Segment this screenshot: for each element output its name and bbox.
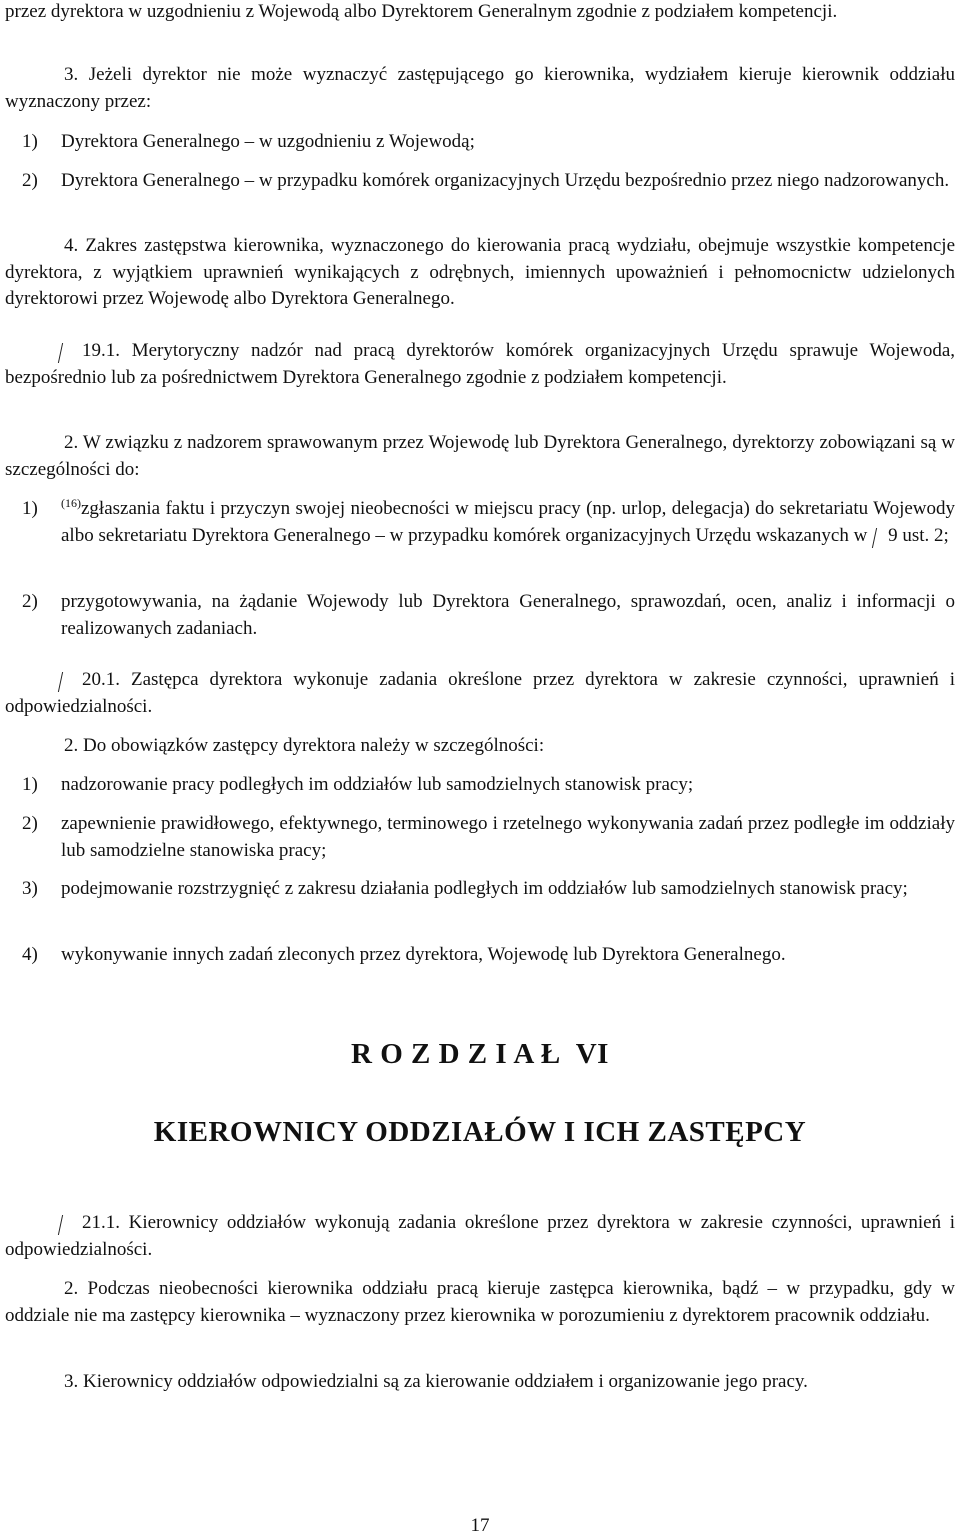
list-item-text: przygotowywania, na żądanie Wojewody lub Dyrektora Generalnego, sprawozdań, ocen, analiz i informacji o realizowanych zadaniach. xyxy=(61,591,955,639)
paragraph-3: 3. Jeżeli dyrektor nie może wyznaczyć zastępującego go kierownika, wydziałem kieruje kierownik oddziału wyznaczony przez: xyxy=(5,64,955,112)
section-19-paragraph-1 xyxy=(5,338,955,391)
list-item-text: Dyrektora Generalnego – w uzgodnieniu z Wojewodą; xyxy=(61,131,475,152)
list-item-number: 2) xyxy=(22,813,38,834)
paragraph-4: 4. Zakres zastępstwa kierownika, wyznaczonego do kierowania pracą wydziału, obejmuje wszystkie kompetencje dyrektora, z wyjątkiem uprawnień wynikających z odrębnych, imiennych upoważnień i pełnomocnictw udzielonych dyrektorowi przez Wojewodę albo Dyrektora Generalnego. xyxy=(5,235,955,309)
section-21-paragraph-1 xyxy=(5,1210,955,1263)
list-item-text: wykonywanie innych zadań zleconych przez dyrektora, Wojewodę lub Dyrektora Generalnego. xyxy=(61,944,786,965)
list-item xyxy=(22,876,955,903)
list-item xyxy=(22,942,955,969)
list-item-text: podejmowanie rozstrzygnięć z zakresu działania podległych im oddziałów lub samodzielnych stanowisk pracy; xyxy=(61,878,908,899)
chapter-title: KIEROWNICY ODDZIAŁÓW I ICH ZASTĘPCY xyxy=(153,1116,807,1148)
section-21-paragraph-2: 2. Podczas nieobecności kierownika oddziału pracą kieruje zastępca kierownika, bądź – w przypadku, gdy w oddziale nie ma zastępcy kierownika – wyznaczony przez kierownika w porozumieniu z dyrektorem pracownik oddziału. xyxy=(5,1278,955,1326)
section-number: 20.1. xyxy=(82,669,120,690)
section-number: 21.1. xyxy=(82,1212,120,1233)
list-item-number: 3) xyxy=(22,878,38,899)
list-item-number: 1) xyxy=(22,498,38,519)
list-item-text-part: zgłaszania faktu i przyczyn swojej nieobecności w miejscu pracy (np. urlop, delegacja) do sekretariatu Wojewody albo sekretariatu Dyrektora Generalnego – w przypadku komórek organizacyjnych Urzędu wskazanych w xyxy=(61,498,955,546)
list-item xyxy=(22,168,955,195)
list-item-text-part: 9 ust. 2; xyxy=(888,524,949,546)
paragraph-text: Merytoryczny nadzór nad pracą dyrektorów komórek organizacyjnych Urzędu sprawuje Wojewoda, bezpośrednio lub za pośrednictwem Dyrektora Generalnego zgodnie z podziałem kompetencji. xyxy=(5,340,956,388)
footnote-reference: (16) xyxy=(61,496,81,510)
section-20-paragraph-2: 2. Do obowiązków zastępcy dyrektora należy w szczególności: xyxy=(64,735,545,756)
list-item-number: 2) xyxy=(22,591,38,612)
list-item-number: 4) xyxy=(22,944,38,965)
list-item xyxy=(22,129,955,156)
page-number: 17 xyxy=(470,1515,490,1536)
list-item-number: 1) xyxy=(22,131,38,152)
paragraph-text: Zastępca dyrektora wykonuje zadania określone przez dyrektora w zakresie czynności, uprawnień i odpowiedzialności. xyxy=(5,669,955,717)
list-item-text: nadzorowanie pracy podległych im oddziałów lub samodzielnych stanowisk pracy; xyxy=(61,774,694,795)
list-item-number: 2) xyxy=(22,170,38,191)
section-21-paragraph-3: 3. Kierownicy oddziałów odpowiedzialni są za kierowanie oddziałem i organizowanie jego pracy. xyxy=(64,1371,808,1392)
section-20-paragraph-1 xyxy=(5,667,955,720)
section-19-paragraph-2: 2. W związku z nadzorem sprawowanym przez Wojewodę lub Dyrektora Generalnego, dyrektorzy zobowiązani są w szczególności do: xyxy=(5,432,955,480)
list-item xyxy=(22,496,955,549)
list-item xyxy=(22,589,955,642)
list-item-text: Dyrektora Generalnego – w przypadku komórek organizacyjnych Urzędu bezpośrednio przez niego nadzorowanych. xyxy=(61,170,950,191)
list-item xyxy=(22,772,955,799)
paragraph-continuation: przez dyrektora w uzgodnieniu z Wojewodą albo Dyrektorem Generalnym zgodnie z podziałem kompetencji. xyxy=(5,1,838,22)
list-item-text xyxy=(61,496,955,549)
paragraph-text: Kierownicy oddziałów wykonują zadania określone przez dyrektora w zakresie czynności, uprawnień i odpowiedzialności. xyxy=(5,1212,955,1260)
list-item-text: zapewnienie prawidłowego, efektywnego, terminowego i rzetelnego wykonywania zadań przez podległe im oddziały lub samodzielne stanowiska pracy; xyxy=(61,813,955,861)
list-item xyxy=(22,811,955,864)
section-number: 19.1. xyxy=(82,340,120,361)
chapter-number: R O Z D Z I A Ł VI xyxy=(351,1038,609,1070)
list-item-number: 1) xyxy=(22,774,38,795)
